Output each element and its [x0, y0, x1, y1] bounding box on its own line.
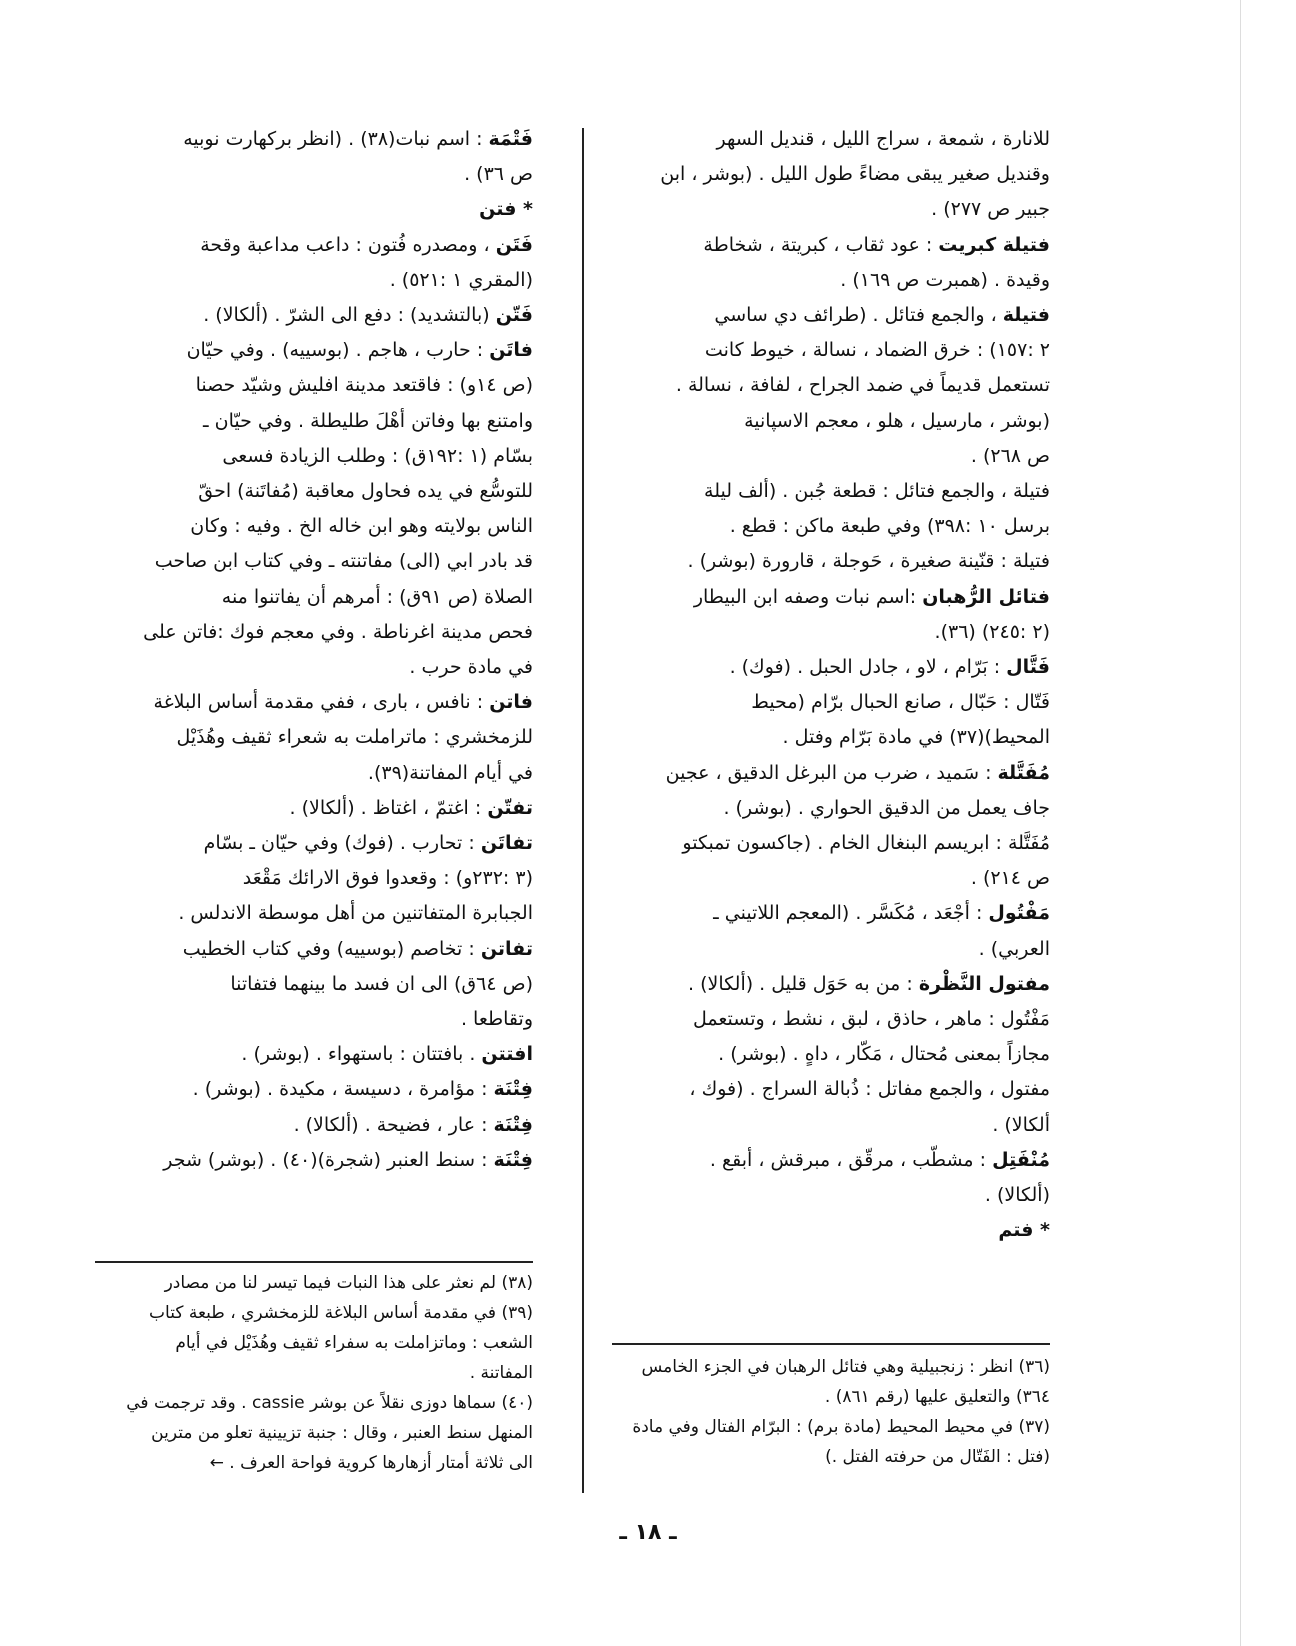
- right-column-line: ألكالا) .: [992, 1113, 1050, 1136]
- left-column-line: في أيام المفاتنة(٣٩).: [367, 761, 533, 784]
- left-column-line: [95, 228, 533, 263]
- left-column-line: وتقاطعا .: [460, 1008, 533, 1031]
- left-footnote-line: المفاتنة .: [469, 1363, 533, 1383]
- left-column-line: فحص مدينة اغرناطة . وفي معجم فوك :فاتن على: [143, 620, 533, 643]
- right-column: [612, 122, 1050, 1249]
- right-column-line: فَتّال : حَبّال ، صانع الحبال برّام (محيط: [751, 691, 1050, 714]
- entry-headword: تفتّن: [487, 796, 533, 819]
- left-column-line: وامتنع بها وفاتن أهْلَ طليطلة . وفي حيّان ـ: [203, 409, 533, 432]
- entry-text: (بالتشديد) : دفع الى الشرّ . (ألكالا) .: [203, 304, 496, 327]
- left-column-line: (ص ٦٤ق) الى ان فسد ما بينهما فتفاتنا: [230, 972, 533, 995]
- footnote-rule-right: [612, 1343, 1050, 1345]
- left-column-line: (المقري ١ :٥٢١) .: [389, 268, 533, 291]
- right-column-line: فتيلة ، والجمع فتائل : قطعة جُبن . (ألف ليلة: [704, 480, 1050, 503]
- left-footnote-line: الشعب : وماتزاملت به سفراء ثقيف وهُذَيْل في أيام: [175, 1333, 533, 1353]
- entry-text: : اسم نبات(٣٨) . (انظر بركهارت نوبيه: [183, 128, 489, 150]
- entry-headword: فَتَن: [495, 233, 533, 256]
- entry-text: : سنط العنبر (شجرة)(٤٠) . (بوشر) شجر: [163, 1148, 494, 1171]
- entry-text: : من به حَوَل قليل . (ألكالا) .: [688, 972, 919, 995]
- entry-text: : مشطّب ، مرقّق ، مبرقش ، أبقع .: [709, 1148, 993, 1171]
- entry-text: ، ومصدره فُتون : داعب مداعبة وقحة: [200, 233, 496, 256]
- right-footnote-line: (٣٧) في محيط المحيط (مادة برم) : البرّام الفتال وفي مادة: [632, 1417, 1050, 1437]
- entry-text: : عار ، فضيحة . (ألكالا) .: [293, 1113, 494, 1136]
- right-column-line: تستعمل قديماً في ضمد الجراح ، لفافة ، نسالة .: [675, 374, 1050, 397]
- right-column-line: مُفَتَّلة : ابريسم البنغال الخام . (جاكسون تمبكتو: [682, 832, 1050, 855]
- left-column-line: [95, 1037, 533, 1072]
- right-column-line: وقيدة . (همبرت ص ١٦٩) .: [840, 268, 1050, 291]
- right-column-line: جاف يعمل من الدقيق الحواري . (بوشر) .: [723, 796, 1050, 819]
- left-column-line: (ص ١٤و) : فاقتعد مدينة افليش وشيّد حصنا: [195, 374, 533, 397]
- right-column-line: مفتول ، والجمع مفاتل : ذُبالة السراج . (فوك ،: [689, 1078, 1050, 1101]
- left-column-line: [95, 298, 533, 333]
- left-column-line: ص ٣٦) .: [464, 163, 533, 186]
- right-footnote-line: ٣٦٤) والتعليق عليها (رقم ٨٦١) .: [824, 1387, 1050, 1407]
- right-column-line: برسل ١٠ :٣٩٨) وفي طبعة ماكن : قطع .: [729, 515, 1050, 538]
- footnotes-left: [95, 1268, 533, 1478]
- left-column-line: في مادة حرب .: [409, 656, 533, 679]
- entry-text: : نافس ، بارى ، ففي مقدمة أساس البلاغة: [153, 691, 490, 714]
- entry-text: : أجْعَد ، مُكَسَّر . (المعجم اللاتيني ـ: [713, 902, 989, 925]
- right-column-line: [612, 298, 1050, 333]
- left-column-line: [95, 1108, 533, 1143]
- right-column-line: مجازاً بمعنى مُحتال ، مَكّار ، داهٍ . (بوشر) .: [718, 1043, 1050, 1066]
- entry-headword: فتيلة كبريت: [938, 233, 1050, 256]
- left-footnote-line: الى ثلاثة أمتار أزهارها كروية فواحة العرف . ←: [209, 1453, 533, 1473]
- left-column-line: [95, 122, 533, 157]
- entry-headword: فَتْمَة: [488, 128, 533, 150]
- right-column-line: فتيلة : قنّينة صغيرة ، حَوجلة ، قارورة (بوشر) .: [687, 550, 1050, 573]
- right-column-line: (ألكالا) .: [984, 1184, 1050, 1207]
- left-column-line: (٣ :٢٣٢و) : وقعدوا فوق الارائك مَقْعَد: [242, 867, 533, 890]
- left-column-line: قد بادر ابي (الى) مفاتنته ـ وفي كتاب ابن صاحب: [154, 550, 533, 573]
- right-column-line: العربي) .: [978, 937, 1050, 960]
- left-column-line: [95, 685, 533, 720]
- entry-headword: فِتْنَة: [493, 1078, 533, 1101]
- right-column-line: للانارة ، شمعة ، سراج الليل ، قنديل السهر: [716, 128, 1050, 150]
- entry-text: :اسم نبات وصفه ابن البيطار: [693, 585, 923, 608]
- left-column-line: الناس بولايته وهو ابن خاله الخ . وفيه : وكان: [190, 515, 533, 538]
- entry-text: ، والجمع فتائل . (طرائف دي ساسي: [714, 304, 1003, 327]
- entry-headword: افتتن: [481, 1043, 533, 1066]
- left-column-line: [95, 791, 533, 826]
- left-column-line: [95, 826, 533, 861]
- entry-headword: تفاتَن: [480, 832, 533, 855]
- entry-headword: تفاتن: [480, 937, 533, 960]
- right-column-line: [612, 580, 1050, 615]
- entry-headword: * فتم: [998, 1219, 1050, 1242]
- entry-text: : عود ثقاب ، كبريتة ، شخاطة: [703, 233, 939, 256]
- entry-headword: فاتن: [489, 691, 533, 714]
- left-footnote-line: (٣٩) في مقدمة أساس البلاغة للزمخشري ، طبعة كتاب: [149, 1303, 533, 1323]
- left-column-line: الجبابرة المتفاتنين من أهل موسطة الاندلس .: [178, 902, 533, 925]
- page-number: ـ ١٨ ـ: [619, 1520, 677, 1545]
- right-column-line: (بوشر ، مارسيل ، هلو ، معجم الاسپانية: [744, 409, 1050, 432]
- entry-headword: فتائل الرُّهبان: [922, 585, 1050, 608]
- left-footnote-line: (٣٨) لم نعثر على هذا النبات فيما تيسر لنا من مصادر: [164, 1273, 533, 1293]
- scan-edge-line: [1240, 0, 1241, 1646]
- left-column-line: الصلاة (ص ٩١ق) : أمرهم أن يفاتنوا منه: [221, 585, 533, 608]
- entry-text: . بافتتان : باستهواء . (بوشر) .: [241, 1043, 482, 1066]
- left-footnote-line: (٤٠) سماها دوزى نقلاً عن بوشر cassie . وقد ترجمت في: [126, 1393, 533, 1413]
- right-column-line: [612, 228, 1050, 263]
- right-column-line: جبير ص ٢٧٧) .: [931, 198, 1050, 221]
- entry-text: : اغتمّ ، اغتاظ . (ألكالا) .: [289, 796, 488, 819]
- right-column-line: وقنديل صغير يبقى مضاءً طول الليل . (بوشر ، ابن: [660, 163, 1050, 186]
- right-footnote-line: (فتل : الفَتّال من حرفته الفتل .): [825, 1447, 1050, 1467]
- entry-text: : حارب ، هاجم . (بوسييه) . وفي حيّان: [186, 339, 490, 362]
- left-column-line: بسّام (١ :١٩٢ق) : وطلب الزيادة فسعى: [222, 444, 533, 467]
- entry-text: : مؤامرة ، دسيسة ، مكيدة . (بوشر) .: [192, 1078, 494, 1101]
- right-column-line: ص ٢٦٨) .: [970, 444, 1050, 467]
- left-column-line: [95, 192, 533, 227]
- entry-headword: مُفَتَّلة: [997, 761, 1050, 784]
- right-column-line: [612, 896, 1050, 931]
- footnotes-right: [612, 1352, 1050, 1472]
- left-column: [95, 122, 533, 1178]
- entry-headword: فاتَن: [489, 339, 533, 362]
- left-column-line: للتوسُّع في يده فحاول معاقبة (مُفاتَنة) احقّ: [198, 480, 533, 503]
- left-column-line: [95, 1072, 533, 1107]
- left-column-line: للزمخشري : ماتراملت به شعراء ثقيف وهُذَيْل: [176, 726, 533, 749]
- column-separator: [582, 128, 584, 1493]
- entry-headword: مفتول النَّظْرة: [918, 972, 1050, 995]
- entry-headword: فِتْنَة: [493, 1113, 533, 1136]
- right-column-line: [612, 1213, 1050, 1248]
- entry-headword: فَتَّال: [1006, 656, 1050, 679]
- entry-headword: فَتّن: [495, 304, 533, 327]
- entry-headword: فتيلة: [1002, 304, 1050, 327]
- left-column-line: [95, 1143, 533, 1178]
- right-footnote-line: (٣٦) انظر : زنجبيلية وهي فتائل الرهبان في الجزء الخامس: [641, 1357, 1050, 1377]
- entry-text: : سَميد ، ضرب من البرغل الدقيق ، عجين: [665, 761, 998, 784]
- entry-headword: مُنْفَتِل: [992, 1148, 1050, 1171]
- right-column-line: [612, 1143, 1050, 1178]
- right-column-line: [612, 756, 1050, 791]
- right-column-line: ص ٢١٤) .: [970, 867, 1050, 890]
- right-column-line: (٢ :٢٤٥) (٣٦).: [934, 620, 1050, 643]
- entry-headword: فِتْنَة: [493, 1148, 533, 1171]
- right-column-line: [612, 967, 1050, 1002]
- left-column-line: [95, 932, 533, 967]
- right-column-line: مَفْتُول : ماهر ، حاذق ، لبق ، نشط ، وتستعمل: [692, 1008, 1050, 1031]
- right-column-line: [612, 650, 1050, 685]
- entry-headword: * فتن: [479, 198, 533, 221]
- entry-text: : بَرّام ، لاو ، جادل الحبل . (فوك) .: [729, 656, 1007, 679]
- left-column-line: [95, 333, 533, 368]
- right-column-line: ٢ :١٥٧) : خرق الضماد ، نسالة ، خيوط كانت: [704, 339, 1050, 362]
- entry-text: : تحارب . (فوك) وفي حيّان ـ بسّام: [203, 832, 481, 855]
- right-column-line: المحيط)(٣٧) في مادة بَرّام وفتل .: [782, 726, 1050, 749]
- left-footnote-line: المنهل سنط العنبر ، وقال : جنبة تزيينية تعلو من مترين: [151, 1423, 533, 1443]
- entry-text: : تخاصم (بوسييه) وفي كتاب الخطيب: [182, 937, 481, 960]
- entry-headword: مَفْتُول: [988, 902, 1050, 925]
- footnote-rule-left: [95, 1261, 533, 1263]
